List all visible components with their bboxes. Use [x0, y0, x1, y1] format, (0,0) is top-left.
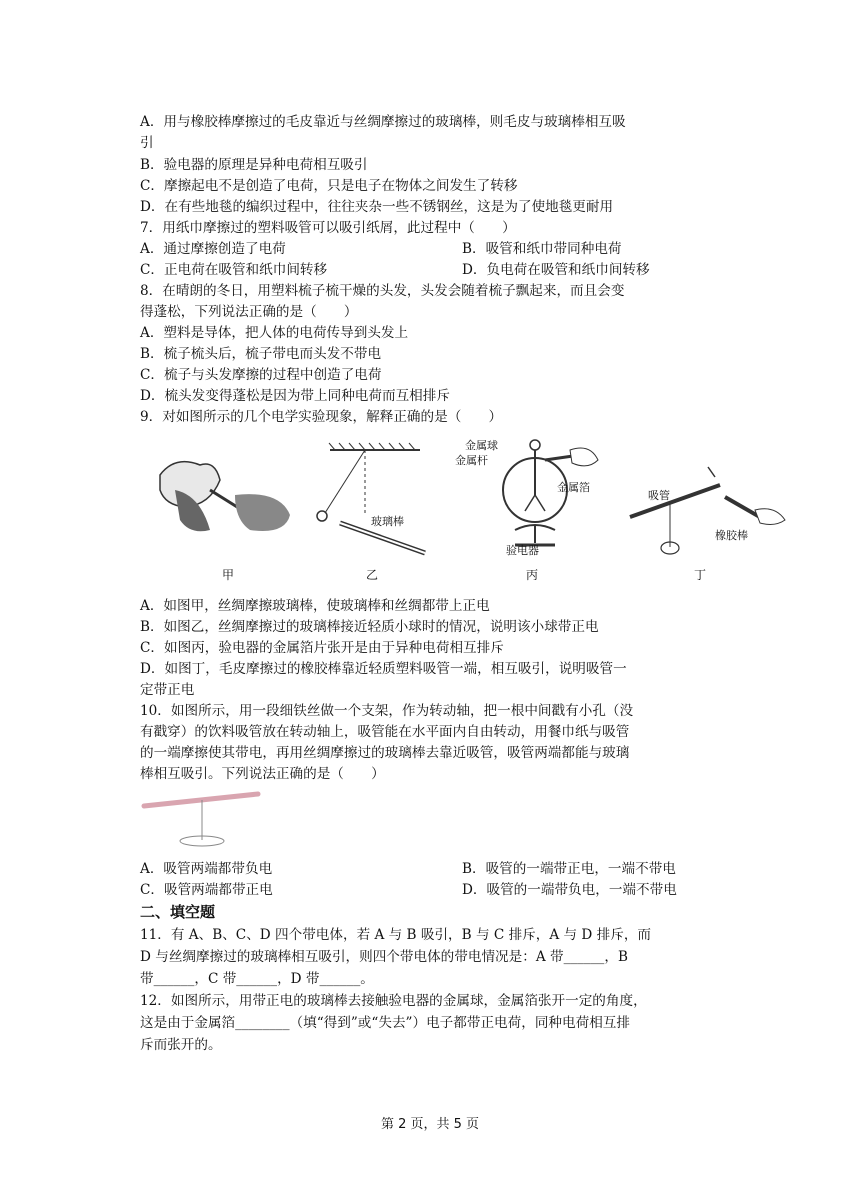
figure-q10-straw: [140, 788, 265, 848]
q8-option-d: D．梳头发变得蓬松是因为带上同种电荷而互相排斥: [140, 388, 450, 404]
q7-option-c: C．正电荷在吸管和纸巾间转移: [140, 262, 328, 278]
q10-option-a: A．吸管两端都带负电: [140, 861, 273, 877]
label-rubber-rod: 橡胶棒: [715, 529, 748, 542]
caption-yi: 乙: [366, 568, 379, 582]
question-8-line1: 8．在晴朗的冬日，用塑料梳子梳干燥的头发，头发会随着梳子飘起来，而且会变: [140, 283, 625, 299]
label-electroscope: 验电器: [506, 544, 539, 557]
label-straw: 吸管: [648, 489, 670, 502]
q6-option-d: D．在有些地毯的编织过程中，往往夹杂一些不锈钢丝，这是为了使地毯更耐用: [140, 199, 614, 215]
figure-ding: [630, 467, 785, 554]
q10-option-b: B．吸管的一端带正电，一端不带电: [462, 861, 676, 877]
q6-option-c: C．摩擦起电不是创造了电荷，只是电子在物体之间发生了转移: [140, 178, 518, 194]
q10-option-c: C．吸管两端都带正电: [140, 882, 273, 898]
question-10-line3: 的一端摩擦使其带电，再用丝绸摩擦过的玻璃棒去靠近吸管，吸管两端都能与玻璃: [140, 745, 630, 761]
q7-option-b: B．吸管和纸巾带同种电荷: [462, 241, 622, 257]
q8-option-b: B．梳子梳头后，梳子带电而头发不带电: [140, 346, 382, 362]
section-fill-in-heading: 二、填空题: [140, 903, 216, 921]
label-metal-rod: 金属杆: [455, 454, 488, 467]
caption-ding: 丁: [694, 568, 707, 582]
question-11-line1: 11．有 A、B、C、D 四个带电体，若 A 与 B 吸引，B 与 C 排斥，A 与 D 排斥，而: [140, 927, 652, 943]
q7-option-d: D．负电荷在吸管和纸巾间转移: [462, 262, 650, 278]
question-10-line1: 10．如图所示，用一段细铁丝做一个支架，作为转动轴，把一根中间戳有小孔（没: [140, 703, 634, 719]
question-9: 9．对如图所示的几个电学实验现象，解释正确的是（ ）: [140, 409, 503, 425]
question-8-line2: 得蓬松，下列说法正确的是（ ）: [140, 304, 358, 320]
label-metal-foil: 金属箔: [557, 481, 590, 494]
question-12-line1: 12．如图所示，用带正电的玻璃棒去接触验电器的金属球，金属箔张开一定的角度，: [140, 993, 647, 1009]
page-footer: 第 2 页，共 5 页: [380, 1117, 480, 1132]
q6-option-b: B．验电器的原理是异种电荷相互吸引: [140, 157, 368, 173]
q9-option-a: A．如图甲，丝绸摩擦玻璃棒，使玻璃棒和丝绸都带上正电: [140, 598, 490, 614]
question-7: 7．用纸巾摩擦过的塑料吸管可以吸引纸屑，此过程中（ ）: [140, 220, 516, 236]
question-12-line3: 斥而张开的。: [140, 1037, 222, 1053]
label-metal-ball: 金属球: [465, 439, 498, 452]
q9-option-d-line2: 定带正电: [140, 682, 195, 698]
q9-option-b: B．如图乙，丝绸摩擦过的玻璃棒接近轻质小球时的情况，说明该小球带正电: [140, 619, 599, 635]
q8-option-a: A．塑料是导体，把人体的电荷传导到头发上: [140, 325, 409, 341]
q6-option-a-line1: A．用与橡胶棒摩擦过的毛皮靠近与丝绸摩擦过的玻璃棒，则毛皮与玻璃棒相互吸: [140, 114, 626, 130]
question-10-line2: 有戳穿）的饮料吸管放在转动轴上，吸管能在水平面内自由转动，用餐巾纸与吸管: [140, 724, 630, 740]
question-11-line2: D 与丝绸摩擦过的玻璃棒相互吸引，则四个带电体的带电情况是：A 带______，B: [140, 949, 628, 965]
question-10-line4: 棒相互吸引。下列说法正确的是（ ）: [140, 766, 385, 782]
caption-jia: 甲: [222, 568, 235, 582]
q6-option-a-line2: 引: [140, 135, 154, 151]
q9-option-c: C．如图丙，验电器的金属箔片张开是由于异种电荷相互排斥: [140, 640, 504, 656]
question-12-line2: 这是由于金属箔________（填“得到”或“失去”）电子都带正电荷，同种电荷相互排: [140, 1015, 630, 1031]
figure-yi: [317, 443, 425, 553]
question-11-line3: 带______，C 带______，D 带______。: [140, 971, 374, 987]
label-glass-rod: 玻璃棒: [371, 515, 404, 528]
figure-jia: [160, 462, 290, 532]
q9-option-d-line1: D．如图丁，毛皮摩擦过的橡胶棒靠近轻质塑料吸管一端，相互吸引，说明吸管一: [140, 661, 627, 677]
q7-option-a: A．通过摩擦创造了电荷: [140, 241, 286, 257]
q8-option-c: C．梳子与头发摩擦的过程中创造了电荷: [140, 367, 382, 383]
caption-bing: 丙: [526, 568, 539, 582]
q10-option-d: D．吸管的一端带负电，一端不带电: [462, 882, 677, 898]
